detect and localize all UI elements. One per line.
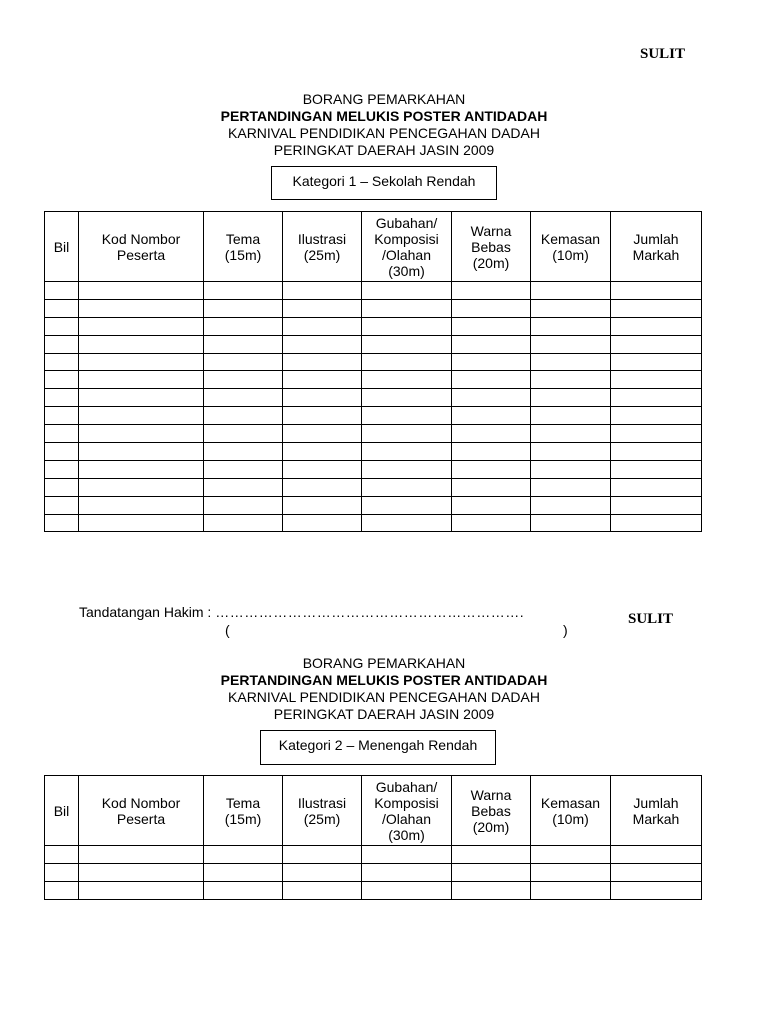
table-cell [362, 863, 452, 881]
table-cell [283, 389, 362, 407]
table-cell [45, 496, 79, 514]
table-cell [362, 282, 452, 300]
table-cell [283, 407, 362, 425]
table-cell [611, 863, 702, 881]
column-header-tema [204, 776, 283, 846]
table-cell [611, 443, 702, 461]
table-cell [283, 371, 362, 389]
table-cell [45, 282, 79, 300]
table-cell [531, 514, 611, 532]
table-cell [531, 863, 611, 881]
table-cell [531, 335, 611, 353]
table-cell [283, 460, 362, 478]
table-cell [204, 514, 283, 532]
competition-title: PERTANDINGAN MELUKIS POSTER ANTIDADAH [220, 108, 548, 124]
table-cell [611, 407, 702, 425]
table-cell [79, 335, 204, 353]
table-cell [79, 514, 204, 532]
table-cell [204, 299, 283, 317]
table-cell [204, 335, 283, 353]
column-header-line: Bebas [471, 238, 511, 255]
table-cell [204, 478, 283, 496]
table-cell [362, 514, 452, 532]
column-header-gubahan [362, 776, 452, 846]
table-cell [45, 478, 79, 496]
column-header-kemasan [531, 212, 611, 282]
column-header-line: (10m) [552, 246, 589, 263]
table-cell [204, 353, 283, 371]
table-cell [611, 317, 702, 335]
table-cell [45, 846, 79, 864]
table-cell [45, 335, 79, 353]
column-header-line: Ilustrasi [297, 230, 347, 247]
table-cell [45, 299, 79, 317]
table-cell [611, 282, 702, 300]
form-title: BORANG PEMARKAHAN [302, 655, 466, 671]
table-cell [45, 425, 79, 443]
table-cell [452, 299, 531, 317]
table-cell [362, 496, 452, 514]
column-header-bil [45, 212, 79, 282]
table-cell [79, 371, 204, 389]
table-cell [204, 407, 283, 425]
column-header-line: Tema [225, 794, 261, 811]
table-cell [362, 335, 452, 353]
table-cell [45, 514, 79, 532]
table-cell [79, 299, 204, 317]
table-cell [45, 317, 79, 335]
column-header-line: Bebas [471, 802, 511, 819]
name-paren-close: ) [563, 622, 568, 638]
table-cell [611, 299, 702, 317]
table-cell [362, 443, 452, 461]
level-title: PERINGKAT DAERAH JASIN 2009 [273, 706, 495, 722]
form-1-header [0, 91, 768, 159]
table-cell [531, 299, 611, 317]
table-cell [283, 335, 362, 353]
table-cell [611, 478, 702, 496]
table-cell [611, 425, 702, 443]
table-row [45, 299, 702, 317]
table-cell [283, 443, 362, 461]
table-cell [452, 460, 531, 478]
column-header-line: (30m) [388, 826, 425, 843]
table-cell [611, 335, 702, 353]
category-box-2: Kategori 2 – Menengah Rendah [260, 730, 496, 765]
level-title: PERINGKAT DAERAH JASIN 2009 [273, 142, 495, 158]
column-header-line: Gubahan/ [375, 214, 438, 231]
table-cell [79, 478, 204, 496]
table-cell [283, 317, 362, 335]
table-cell [452, 443, 531, 461]
name-paren-open: ( [225, 622, 230, 638]
table-cell [204, 863, 283, 881]
table-cell [79, 389, 204, 407]
table-cell [283, 846, 362, 864]
column-header-line: Gubahan/ [375, 778, 438, 795]
column-header-line: Jumlah [633, 794, 679, 811]
competition-title: PERTANDINGAN MELUKIS POSTER ANTIDADAH [220, 672, 548, 688]
table-row [45, 846, 702, 864]
table-cell [531, 460, 611, 478]
table-row [45, 496, 702, 514]
table-row [45, 317, 702, 335]
table-cell [204, 443, 283, 461]
table-cell [531, 407, 611, 425]
table-cell [452, 846, 531, 864]
table-cell [362, 846, 452, 864]
table-cell [362, 353, 452, 371]
form-title: BORANG PEMARKAHAN [302, 91, 466, 107]
table-body [45, 282, 702, 532]
table-cell [362, 371, 452, 389]
table-cell [452, 863, 531, 881]
table-cell [283, 496, 362, 514]
table-row [45, 389, 702, 407]
table-cell [79, 425, 204, 443]
sulit-label-bottom: SULIT [628, 611, 674, 627]
table-row [45, 881, 702, 899]
table-cell [611, 389, 702, 407]
column-header-line: Markah [632, 810, 680, 827]
table-cell [452, 389, 531, 407]
table-cell [531, 389, 611, 407]
table-header-row [45, 776, 702, 846]
table-cell [283, 299, 362, 317]
column-header-line: (20m) [472, 254, 510, 271]
column-header-tema [204, 212, 283, 282]
form-2-header [0, 655, 768, 723]
column-header-line: Kod Nombor [101, 230, 181, 247]
column-header-line: (20m) [472, 818, 510, 835]
table-cell [531, 425, 611, 443]
column-header-line: (15m) [224, 810, 262, 827]
table-row [45, 282, 702, 300]
table-cell [611, 846, 702, 864]
column-header-jumlah-markah [611, 212, 702, 282]
column-header-line: Warna [470, 222, 512, 239]
column-header-line: Bil [53, 802, 70, 819]
table-cell [452, 371, 531, 389]
column-header-line: (15m) [224, 246, 262, 263]
table-cell [531, 282, 611, 300]
column-header-line: Komposisi [374, 230, 439, 247]
sulit-label-top: SULIT [640, 46, 686, 62]
table-cell [611, 371, 702, 389]
table-cell [79, 460, 204, 478]
table-cell [531, 443, 611, 461]
table-cell [45, 443, 79, 461]
column-header-line: /Olahan [381, 246, 432, 263]
table-cell [204, 389, 283, 407]
column-header-line: (25m) [303, 246, 341, 263]
table-cell [531, 317, 611, 335]
column-header-warna-bebas [452, 776, 531, 846]
table-cell [611, 514, 702, 532]
column-header-line: Kemasan [540, 230, 601, 247]
table-row [45, 514, 702, 532]
column-header-jumlah-markah [611, 776, 702, 846]
table-cell [452, 335, 531, 353]
table-cell [204, 881, 283, 899]
table-cell [531, 371, 611, 389]
category-box-1: Kategori 1 – Sekolah Rendah [271, 166, 497, 200]
column-header-line: Bil [53, 238, 70, 255]
column-header-line: /Olahan [381, 810, 432, 827]
table-row [45, 335, 702, 353]
column-header-line: Ilustrasi [297, 794, 347, 811]
table-cell [45, 371, 79, 389]
table-cell [45, 460, 79, 478]
column-header-line: Komposisi [374, 794, 439, 811]
signature-line: ………………………………………………………. [215, 604, 525, 620]
table-cell [204, 425, 283, 443]
table-cell [204, 460, 283, 478]
table-cell [362, 317, 452, 335]
table-cell [204, 496, 283, 514]
table-cell [204, 371, 283, 389]
table-row [45, 443, 702, 461]
table-cell [45, 407, 79, 425]
table-cell [45, 863, 79, 881]
table-cell [283, 425, 362, 443]
column-header-line: Markah [632, 246, 680, 263]
table-cell [45, 353, 79, 371]
column-header-warna-bebas [452, 212, 531, 282]
table-cell [531, 881, 611, 899]
table-cell [452, 478, 531, 496]
table-row [45, 353, 702, 371]
table-row [45, 863, 702, 881]
column-header-line: Jumlah [633, 230, 679, 247]
event-title: KARNIVAL PENDIDIKAN PENCEGAHAN DADAH [228, 125, 540, 141]
column-header-bil [45, 776, 79, 846]
table-cell [362, 881, 452, 899]
table-row [45, 407, 702, 425]
judge-signature [79, 604, 524, 620]
table-cell [79, 282, 204, 300]
table-cell [283, 353, 362, 371]
table-cell [79, 407, 204, 425]
table-row [45, 460, 702, 478]
table-cell [531, 353, 611, 371]
judge-signature-label: Tandatangan Hakim [79, 604, 204, 620]
table-cell [452, 407, 531, 425]
column-header-line: (30m) [388, 262, 425, 279]
table-cell [45, 881, 79, 899]
column-header-line: Peserta [116, 810, 166, 827]
column-header-line: Kemasan [540, 794, 601, 811]
table-cell [611, 460, 702, 478]
table-cell [204, 317, 283, 335]
table-cell [362, 389, 452, 407]
table-cell [283, 282, 362, 300]
table-row [45, 371, 702, 389]
column-header-line: (25m) [303, 810, 341, 827]
table-cell [79, 846, 204, 864]
table-cell [283, 514, 362, 532]
table-cell [79, 863, 204, 881]
table-cell [452, 881, 531, 899]
table-cell [283, 881, 362, 899]
column-header-kemasan [531, 776, 611, 846]
table-body [45, 846, 702, 900]
signature-colon: : [207, 604, 212, 620]
table-cell [45, 389, 79, 407]
table-cell [611, 353, 702, 371]
column-header-kod-nombor-peserta [79, 776, 204, 846]
table-cell [79, 353, 204, 371]
column-header-line: Kod Nombor [101, 794, 181, 811]
column-header-line: Warna [470, 786, 512, 803]
table-cell [79, 317, 204, 335]
table-cell [79, 881, 204, 899]
table-cell [611, 881, 702, 899]
table-cell [362, 407, 452, 425]
table-cell [204, 282, 283, 300]
table-cell [362, 478, 452, 496]
table-cell [452, 317, 531, 335]
table-header-row [45, 212, 702, 282]
event-title: KARNIVAL PENDIDIKAN PENCEGAHAN DADAH [228, 689, 540, 705]
score-table-1 [44, 211, 702, 532]
score-table-2 [44, 775, 702, 900]
table-row [45, 478, 702, 496]
table-cell [611, 496, 702, 514]
column-header-ilustrasi [283, 212, 362, 282]
table-cell [452, 282, 531, 300]
column-header-ilustrasi [283, 776, 362, 846]
table-cell [79, 496, 204, 514]
table-cell [531, 478, 611, 496]
table-cell [452, 514, 531, 532]
table-cell [362, 460, 452, 478]
column-header-line: Peserta [116, 246, 166, 263]
table-cell [283, 863, 362, 881]
table-row [45, 425, 702, 443]
column-header-kod-nombor-peserta [79, 212, 204, 282]
table-cell [362, 299, 452, 317]
table-cell [452, 353, 531, 371]
column-header-line: (10m) [552, 810, 589, 827]
table-cell [452, 425, 531, 443]
table-cell [204, 846, 283, 864]
column-header-line: Tema [225, 230, 261, 247]
table-cell [362, 425, 452, 443]
table-cell [79, 443, 204, 461]
table-cell [531, 496, 611, 514]
table-cell [531, 846, 611, 864]
table-cell [283, 478, 362, 496]
table-cell [452, 496, 531, 514]
column-header-gubahan [362, 212, 452, 282]
